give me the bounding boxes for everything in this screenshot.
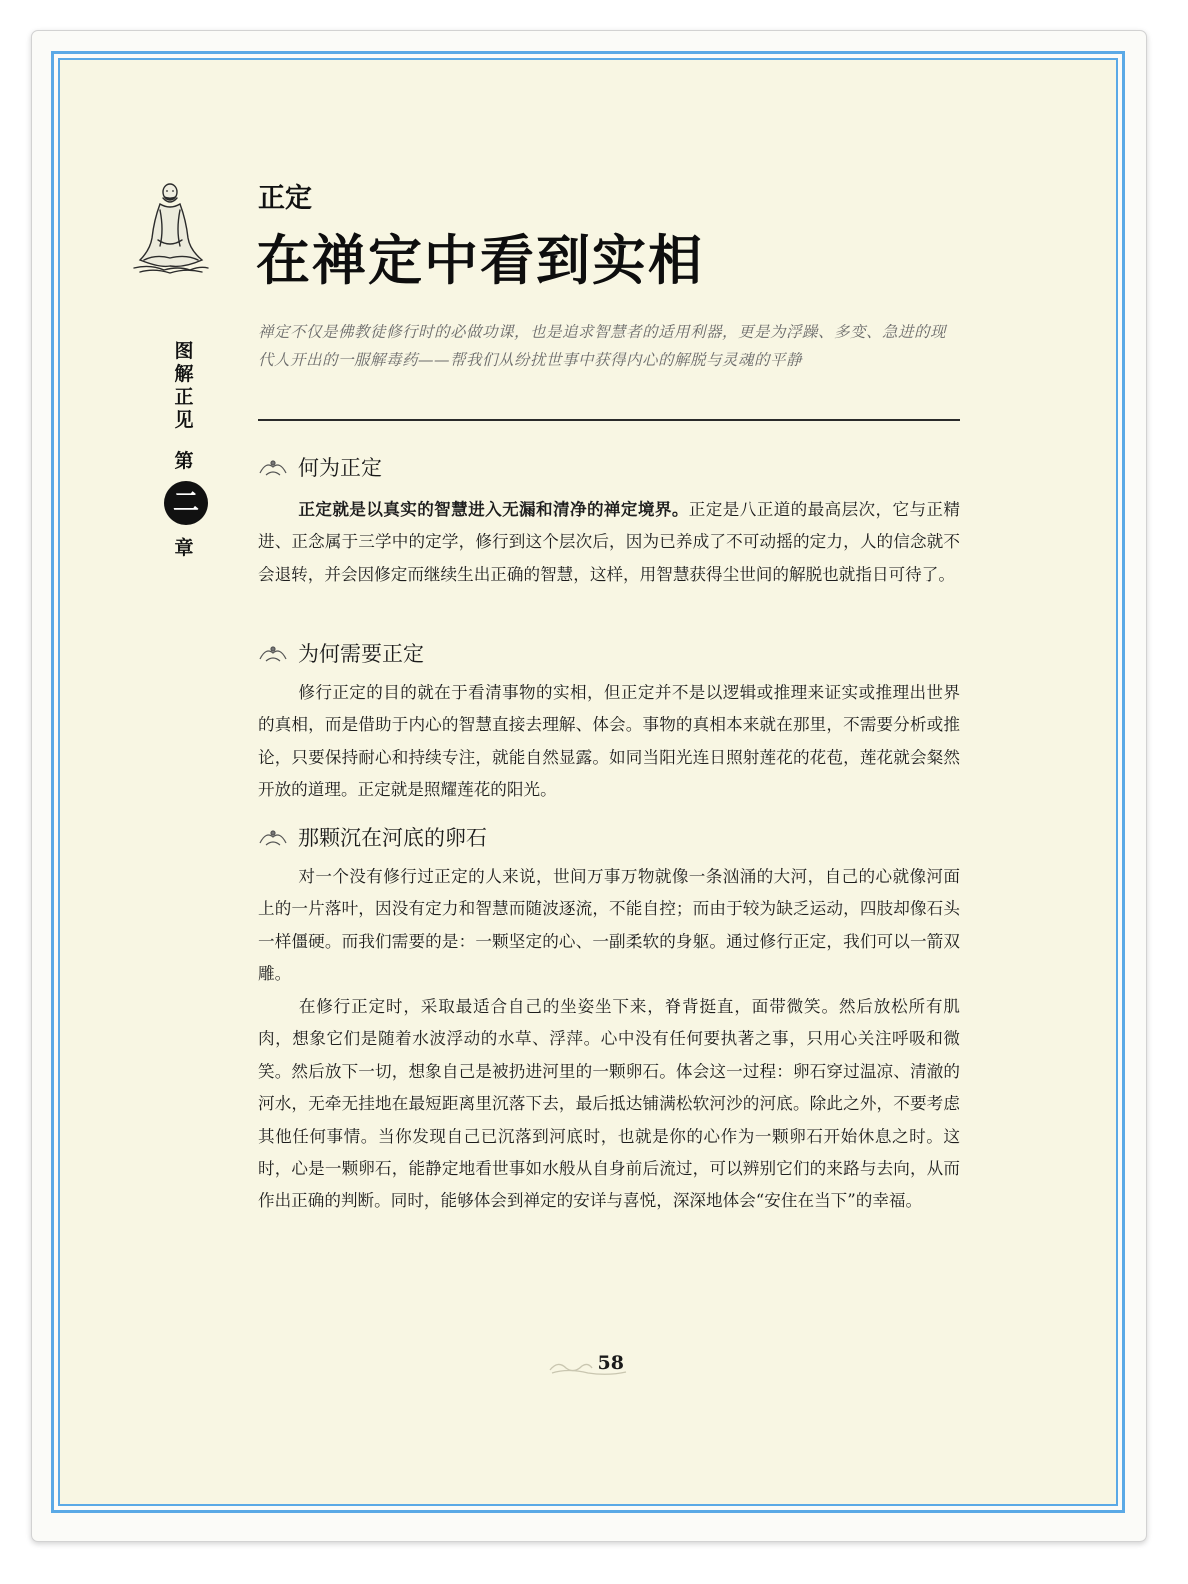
section-heading <box>258 822 487 852</box>
chapter-sidebar <box>164 340 204 560</box>
section-ornament-icon <box>258 643 288 663</box>
section-heading-text: 何为正定 <box>298 456 382 480</box>
section-paragraph <box>258 493 960 591</box>
section-body-text: 正定是八正道的最高层次，它与正精进、正念属于三学中的定学，修行到这个层次后，因为已养成了不可动摇的定力，人的信念就不会退转，并会因修定而继续生出正确的智慧，这样，用智慧获得尘世间的解脱也就指日可待了。 <box>258 500 961 584</box>
section-paragraph <box>258 677 960 807</box>
page-title: 在禅定中看到实相 <box>256 228 704 292</box>
intro-paragraph: 禅定不仅是佛教徒修行时的必做功课，也是追求智慧者的适用利器，更是为浮躁、多变、急进的现代人开出的一服解毒药——帮我们从纷扰世事中获得内心的解脱与灵魂的平静 <box>258 323 947 369</box>
section-body-text: 对一个没有修行过正定的人来说，世间万事万物就像一条汹涌的大河，自己的心就像河面上的一片落叶，因没有定力和智慧而随波逐流，不能自控；而由于较为缺乏运动，四肢却像石头一样僵硬。而我们需要的是：一颗坚定的心、一副柔软的身躯。通过修行正定，我们可以一箭双雕。 <box>258 867 960 984</box>
book-title-char: 正 <box>174 386 194 408</box>
section-body-text: 修行正定的目的就在于看清事物的实相，但正定并不是以逻辑或推理来证实或推理出世界的真相，而是借助于内心的智慧直接去理解、体会。事物的真相本来就在那里，不需要分析或推论，只要保持耐心和持续专注，就能自然显露。如同当阳光连日照射莲花的花苞，莲花就会粲然开放的道理。正定就是照耀莲花的阳光。 <box>258 683 960 800</box>
book-title-char: 图 <box>174 340 194 362</box>
section-heading <box>258 452 382 482</box>
book-title-vertical <box>164 340 204 432</box>
header-divider <box>258 419 960 421</box>
chapter-suffix: 章 <box>174 537 194 559</box>
section-heading-text: 为何需要正定 <box>298 642 424 666</box>
section-ornament-icon <box>258 457 288 477</box>
section-kicker: 正定 <box>258 183 312 214</box>
section-heading-text: 那颗沉在河底的卵石 <box>298 826 487 850</box>
section-body-text: 在修行正定时，采取最适合自己的坐姿坐下来，脊背挺直，面带微笑。然后放松所有肌肉，想象它们是随着水波浮动的水草、浮萍。心中没有任何要执著之事，只用心关注呼吸和微笑。然后放下一切，想象自己是被扔进河里的一颗卵石。体会这一过程：卵石穿过温凉、清澈的河水，无牵无挂地在最短距离里沉落下去，最后抵达铺满松软河沙的河底。除此之外，不要考虑其他任何事情。当你发现自己已沉落到河底时，也就是你的心作为一颗卵石开始休息之时。这时，心是一颗卵石，能静定地看世事如水般从自身前后流过，可以辨别它们的来路与去向，从而作出正确的判断。同时，能够体会到禅定的安详与喜悦，深深地体会“安住在当下”的幸福。 <box>258 997 960 1211</box>
chapter-number-badge: 二 <box>164 481 208 525</box>
page-number <box>548 1348 632 1378</box>
section-lead-bold: 正定就是以真实的智慧进入无漏和清净的禅定境界。 <box>298 499 689 519</box>
page-number-text: 58 <box>597 1352 624 1374</box>
section-paragraph <box>258 861 960 991</box>
chapter-prefix: 第 <box>174 450 194 472</box>
section-heading <box>258 638 424 668</box>
book-title-char: 见 <box>174 409 194 431</box>
section-ornament-icon <box>258 827 288 847</box>
section-paragraph <box>258 991 960 1218</box>
book-title-char: 解 <box>174 363 194 385</box>
monk-illustration <box>130 180 210 276</box>
